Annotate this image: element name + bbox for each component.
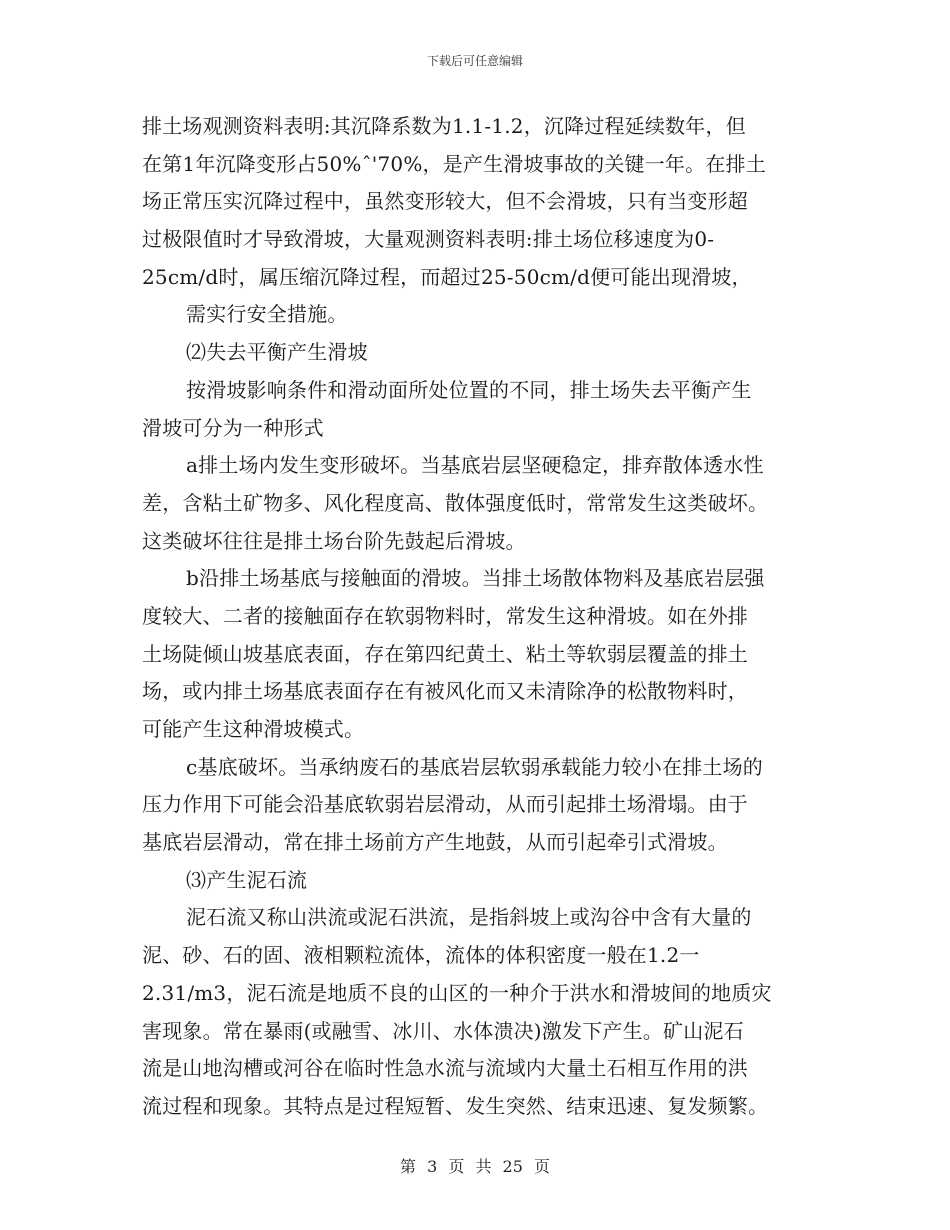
- text-line: 按滑坡影响条件和滑动面所处位置的不同，排土场失去平衡产生: [186, 377, 752, 402]
- text-line: 土场陡倾山坡基底表面，存在第四纪黄土、粘土等软弱层覆盖的排土: [142, 641, 748, 666]
- text-line: c基底破坏。当承纳废石的基底岩层软弱承载能力较小在排土场的: [186, 754, 764, 779]
- text-line: 压力作用下可能会沿基底软弱岩层滑动，从而引起排土场滑塌。由于: [142, 792, 748, 817]
- text-line: 2.31/m3，泥石流是地质不良的山区的一种介于洪水和滑坡间的地质灾: [142, 980, 772, 1005]
- body-text: [142, 108, 812, 1126]
- text-line: 可能产生这种滑坡模式。: [142, 717, 365, 741]
- text-line: ⑶产生泥石流: [186, 867, 308, 892]
- text-line: 需实行安全措施。: [186, 302, 348, 327]
- text-line: 度较大、二者的接触面存在软弱物料时，常发生这种滑坡。如在外排: [142, 603, 748, 628]
- text-line: 排土场观测资料表明:其沉降系数为1.1-1.2，沉降过程延续数年，但: [142, 114, 746, 138]
- text-line: 流是山地沟槽或河谷在临时性急水流与流域内大量土石相互作用的洪: [142, 1056, 748, 1081]
- text-line: ⑵失去平衡产生滑坡: [186, 340, 368, 365]
- text-line: 基底岩层滑动，常在排土场前方产生地鼓，从而引起牵引式滑坡。: [142, 830, 728, 855]
- text-line: 在第1年沉降变形占50%ˆ'70%，是产生滑坡事故的关键一年。在排土: [142, 151, 766, 176]
- text-line: 泥石流又称山洪流或泥石洪流，是指斜坡上或沟谷中含有大量的: [186, 905, 752, 930]
- text-line: 过极限值时才导致滑坡，大量观测资料表明:排土场位移速度为0-: [142, 227, 715, 252]
- text-line: 滑坡可分为一种形式: [142, 415, 324, 440]
- text-line: 害现象。常在暴雨(或融雪、冰川、水体溃决)激发下产生。矿山泥石: [142, 1018, 744, 1043]
- text-line: 场，或内排土场基底表面存在有被风化而又未清除净的松散物料时，: [142, 679, 748, 704]
- text-line: b沿排土场基底与接触面的滑坡。当排土场散体物料及基底岩层强: [186, 566, 765, 591]
- page-number: 第 3 页 共 25 页: [400, 1157, 550, 1176]
- text-line: 场正常压实沉降过程中，虽然变形较大，但不会滑坡，只有当变形超: [142, 189, 748, 214]
- text-line: 泥、砂、石的固、液相颗粒流体，流体的体积密度一般在1.2一: [142, 943, 700, 968]
- text-line: 这类破坏往往是排土场台阶先鼓起后滑坡。: [142, 528, 526, 553]
- text-line: 差，含粘土矿物多、风化程度高、散体强度低时，常常发生这类破坏。: [142, 490, 769, 515]
- text-line: a排土场内发生变形破坏。当基底岩层坚硬稳定，排弃散体透水性: [186, 453, 764, 478]
- text-line: 25cm/d时，属压缩沉降过程，而超过25-50cm/d便可能出现滑坡，: [142, 264, 752, 289]
- text-line: 流过程和现象。其特点是过程短暂、发生突然、结束迅速、复发频繁。: [142, 1093, 769, 1118]
- page-header: 下载后可任意编辑: [426, 54, 523, 68]
